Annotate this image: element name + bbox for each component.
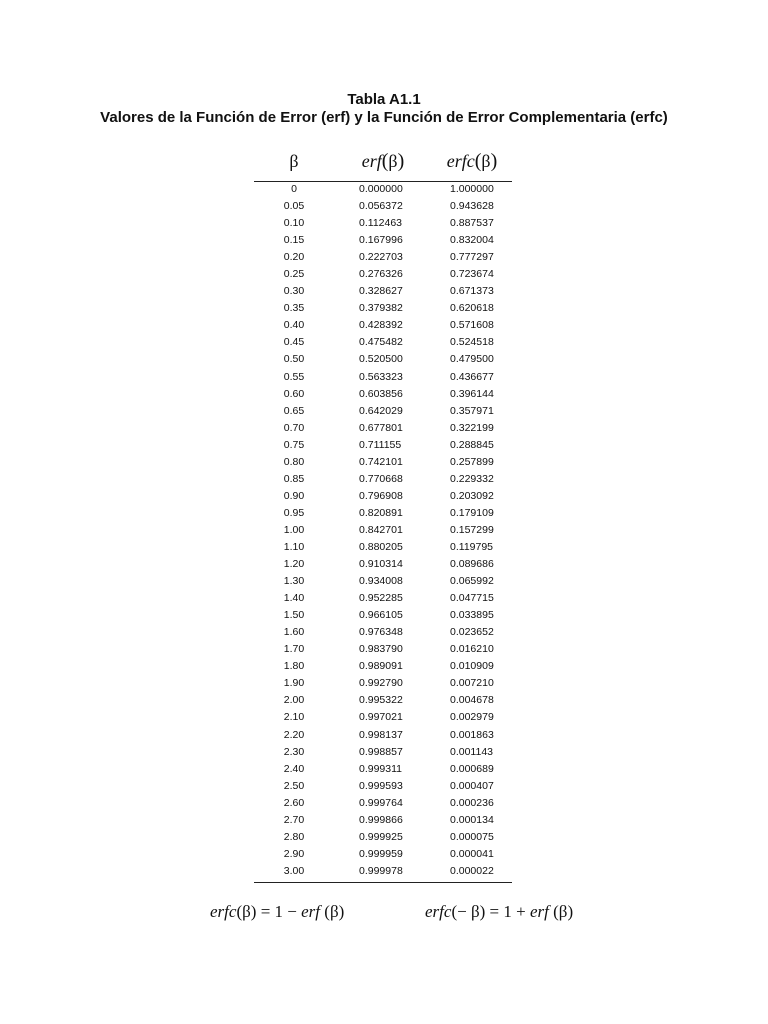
cell-erf: 0.999866 bbox=[359, 813, 403, 826]
cell-beta: 1.40 bbox=[283, 592, 305, 605]
cell-erfc: 0.288845 bbox=[450, 438, 494, 451]
cell-erfc: 0.002979 bbox=[450, 711, 494, 724]
cell-beta: 3.00 bbox=[283, 864, 305, 877]
cell-erf: 0.428392 bbox=[359, 319, 403, 332]
cell-beta: 0.05 bbox=[283, 200, 305, 213]
cell-erf: 0.796908 bbox=[359, 489, 403, 502]
cell-erfc: 0.671373 bbox=[450, 285, 494, 298]
cell-beta: 0.25 bbox=[283, 268, 305, 281]
close-paren: ) bbox=[397, 150, 405, 172]
cell-erfc: 0.157299 bbox=[450, 523, 494, 536]
cell-beta: 1.10 bbox=[283, 540, 305, 553]
cell-beta: 0.20 bbox=[283, 251, 305, 264]
table-row bbox=[0, 300, 768, 317]
cell-erfc: 0.229332 bbox=[450, 472, 494, 485]
table-row bbox=[0, 488, 768, 505]
table-row bbox=[0, 198, 768, 215]
table-row bbox=[0, 607, 768, 624]
cell-beta: 0 bbox=[291, 183, 297, 195]
table-row bbox=[0, 283, 768, 300]
table-row bbox=[0, 386, 768, 403]
table-row bbox=[0, 795, 768, 812]
formula-lhs-argument: β bbox=[242, 902, 251, 921]
cell-erf: 0.910314 bbox=[359, 558, 403, 571]
table-row bbox=[0, 522, 768, 539]
cell-erf: 0.520500 bbox=[359, 353, 403, 366]
cell-erf: 0.989091 bbox=[359, 660, 403, 673]
cell-beta: 0.95 bbox=[283, 506, 305, 519]
cell-beta: 2.60 bbox=[283, 796, 305, 809]
cell-beta: 1.30 bbox=[283, 575, 305, 588]
close-paren: ) bbox=[479, 902, 486, 921]
cell-erf: 0.056372 bbox=[359, 200, 403, 213]
cell-erf: 0.000000 bbox=[359, 183, 403, 195]
cell-erf: 0.966105 bbox=[359, 609, 403, 622]
cell-erfc: 0.436677 bbox=[450, 370, 494, 383]
table-row bbox=[0, 744, 768, 761]
formula-rhs-function: erf bbox=[301, 902, 321, 921]
cell-erfc: 0.001863 bbox=[450, 728, 494, 741]
cell-erfc: 0.010909 bbox=[450, 660, 494, 673]
table-row bbox=[0, 863, 768, 880]
cell-erfc: 0.524518 bbox=[450, 336, 494, 349]
cell-erfc: 0.943628 bbox=[450, 200, 494, 213]
open-paren: ( bbox=[451, 902, 458, 921]
formula-rhs-prefix: = 1 − bbox=[256, 902, 302, 921]
table-row bbox=[0, 454, 768, 471]
table-subtitle: Valores de la Función de Error (erf) y la Función de Error Complementaria (erfc) bbox=[100, 109, 668, 126]
cell-erf: 0.379382 bbox=[359, 302, 403, 315]
cell-erf: 0.677801 bbox=[359, 421, 403, 434]
cell-erf: 0.992790 bbox=[359, 677, 403, 690]
cell-beta: 0.70 bbox=[283, 421, 305, 434]
cell-erfc: 0.023652 bbox=[450, 626, 494, 639]
cell-erfc: 0.887537 bbox=[450, 217, 494, 230]
table-row bbox=[0, 420, 768, 437]
cell-beta: 2.80 bbox=[283, 830, 305, 843]
cell-erf: 0.328627 bbox=[359, 285, 403, 298]
table-row bbox=[0, 812, 768, 829]
cell-erf: 0.820891 bbox=[359, 506, 403, 519]
cell-erfc: 0.001143 bbox=[450, 745, 494, 758]
formula-rhs-prefix: = 1 + bbox=[485, 902, 530, 921]
table-row bbox=[0, 471, 768, 488]
table-row bbox=[0, 846, 768, 863]
cell-beta: 0.40 bbox=[283, 319, 305, 332]
cell-erf: 0.976348 bbox=[359, 626, 403, 639]
cell-erfc: 0.000022 bbox=[450, 864, 494, 877]
table-row bbox=[0, 334, 768, 351]
cell-erf: 0.999764 bbox=[359, 796, 403, 809]
open-paren: ( bbox=[381, 150, 389, 172]
cell-erf: 0.997021 bbox=[359, 711, 403, 724]
table-row bbox=[0, 573, 768, 590]
table-row bbox=[0, 556, 768, 573]
table-row bbox=[0, 590, 768, 607]
erfc-argument: β bbox=[481, 151, 491, 171]
cell-erfc: 0.396144 bbox=[450, 387, 494, 400]
cell-erf: 0.934008 bbox=[359, 575, 403, 588]
cell-erf: 0.880205 bbox=[359, 540, 403, 553]
formula-lhs-argument: − β bbox=[457, 902, 480, 921]
cell-erf: 0.770668 bbox=[359, 472, 403, 485]
cell-erfc: 0.047715 bbox=[450, 592, 494, 605]
cell-erfc: 1.000000 bbox=[450, 183, 494, 195]
formula-rhs-argument: β bbox=[329, 902, 339, 921]
close-paren: ) bbox=[338, 902, 345, 921]
cell-erf: 0.998137 bbox=[359, 728, 403, 741]
close-paren: ) bbox=[490, 150, 498, 172]
cell-beta: 1.70 bbox=[283, 643, 305, 656]
table-row bbox=[0, 709, 768, 726]
cell-erfc: 0.089686 bbox=[450, 558, 494, 571]
cell-erf: 0.711155 bbox=[359, 438, 402, 451]
cell-beta: 1.00 bbox=[283, 523, 305, 536]
table-row bbox=[0, 215, 768, 232]
cell-erf: 0.999925 bbox=[359, 830, 403, 843]
cell-beta: 0.35 bbox=[283, 302, 305, 315]
open-paren: ( bbox=[474, 150, 482, 172]
cell-erfc: 0.571608 bbox=[450, 319, 494, 332]
beta-symbol: β bbox=[289, 151, 299, 171]
footer-rule bbox=[254, 882, 512, 883]
table-row bbox=[0, 232, 768, 249]
cell-erf: 0.112463 bbox=[359, 217, 403, 230]
open-paren: ( bbox=[236, 902, 243, 921]
cell-beta: 1.90 bbox=[283, 677, 305, 690]
cell-beta: 2.20 bbox=[283, 728, 305, 741]
erfc-function-name: erfc bbox=[446, 151, 475, 171]
cell-beta: 1.50 bbox=[283, 609, 305, 622]
cell-erfc: 0.000407 bbox=[450, 779, 494, 792]
cell-beta: 1.60 bbox=[283, 626, 305, 639]
cell-erf: 0.952285 bbox=[359, 592, 403, 605]
cell-erf: 0.995322 bbox=[359, 694, 403, 707]
cell-beta: 0.85 bbox=[283, 472, 305, 485]
cell-erfc: 0.119795 bbox=[450, 540, 494, 553]
table-row bbox=[0, 675, 768, 692]
cell-erf: 0.642029 bbox=[359, 404, 403, 417]
cell-erfc: 0.620618 bbox=[450, 302, 494, 315]
cell-erfc: 0.033895 bbox=[450, 609, 494, 622]
cell-erf: 0.999593 bbox=[359, 779, 403, 792]
cell-erf: 0.998857 bbox=[359, 745, 403, 758]
table-row bbox=[0, 437, 768, 454]
table-row bbox=[0, 761, 768, 778]
cell-erfc: 0.004678 bbox=[450, 694, 494, 707]
cell-erf: 0.222703 bbox=[359, 251, 403, 264]
formula-rhs-argument: β bbox=[558, 902, 568, 921]
cell-beta: 2.10 bbox=[283, 711, 305, 724]
cell-erfc: 0.357971 bbox=[450, 404, 494, 417]
cell-erf: 0.999311 bbox=[359, 762, 403, 775]
cell-erfc: 0.065992 bbox=[450, 575, 494, 588]
cell-erf: 0.842701 bbox=[359, 523, 403, 536]
table-row bbox=[0, 692, 768, 709]
close-paren: ) bbox=[250, 902, 257, 921]
formula-lhs-function: erfc bbox=[425, 902, 452, 921]
cell-erf: 0.167996 bbox=[359, 234, 403, 247]
table-row bbox=[0, 249, 768, 266]
formula-erfc-negative-identity bbox=[425, 900, 573, 924]
cell-erfc: 0.723674 bbox=[450, 268, 494, 281]
cell-beta: 0.75 bbox=[283, 438, 305, 451]
cell-beta: 0.65 bbox=[283, 404, 305, 417]
formula-lhs-function: erfc bbox=[210, 902, 237, 921]
column-header-erfc bbox=[412, 150, 532, 172]
table-body bbox=[0, 181, 768, 880]
table-row bbox=[0, 369, 768, 386]
cell-beta: 0.45 bbox=[283, 336, 305, 349]
cell-erf: 0.276326 bbox=[359, 268, 403, 281]
cell-beta: 0.60 bbox=[283, 387, 305, 400]
cell-beta: 0.55 bbox=[283, 370, 305, 383]
cell-beta: 2.40 bbox=[283, 762, 305, 775]
table-row bbox=[0, 181, 768, 198]
cell-erf: 0.999959 bbox=[359, 847, 403, 860]
formula-erfc-identity bbox=[210, 900, 344, 924]
cell-erfc: 0.322199 bbox=[450, 421, 494, 434]
cell-erfc: 0.000236 bbox=[450, 796, 494, 809]
cell-erfc: 0.000134 bbox=[450, 813, 494, 826]
table-row bbox=[0, 727, 768, 744]
table-row bbox=[0, 658, 768, 675]
table-row bbox=[0, 829, 768, 846]
table-row bbox=[0, 317, 768, 334]
cell-erf: 0.999978 bbox=[359, 864, 403, 877]
cell-erfc: 0.257899 bbox=[450, 455, 494, 468]
close-paren: ) bbox=[567, 902, 574, 921]
table-row bbox=[0, 539, 768, 556]
table-row bbox=[0, 778, 768, 795]
cell-erfc: 0.016210 bbox=[450, 643, 494, 656]
cell-erf: 0.475482 bbox=[359, 336, 403, 349]
cell-beta: 1.80 bbox=[283, 660, 305, 673]
cell-erf: 0.742101 bbox=[359, 455, 403, 468]
erf-argument: β bbox=[388, 151, 398, 171]
table-row bbox=[0, 624, 768, 641]
table-row bbox=[0, 641, 768, 658]
cell-beta: 0.10 bbox=[283, 217, 305, 230]
cell-erfc: 0.832004 bbox=[450, 234, 494, 247]
cell-erfc: 0.479500 bbox=[450, 353, 494, 366]
cell-beta: 0.80 bbox=[283, 455, 305, 468]
cell-erfc: 0.777297 bbox=[450, 251, 494, 264]
table-row bbox=[0, 505, 768, 522]
cell-erfc: 0.179109 bbox=[450, 506, 494, 519]
erf-function-name: erf bbox=[361, 151, 382, 171]
cell-erf: 0.563323 bbox=[359, 370, 403, 383]
cell-beta: 1.20 bbox=[283, 558, 305, 571]
table-row bbox=[0, 351, 768, 368]
cell-beta: 0.90 bbox=[283, 489, 305, 502]
cell-beta: 2.00 bbox=[283, 694, 305, 707]
cell-beta: 0.15 bbox=[283, 234, 305, 247]
cell-beta: 2.70 bbox=[283, 813, 305, 826]
cell-erf: 0.983790 bbox=[359, 643, 403, 656]
cell-erfc: 0.000689 bbox=[450, 762, 494, 775]
cell-erfc: 0.203092 bbox=[450, 489, 494, 502]
cell-erf: 0.603856 bbox=[359, 387, 403, 400]
cell-beta: 0.30 bbox=[283, 285, 305, 298]
open-paren: ( bbox=[548, 902, 559, 921]
cell-erfc: 0.000041 bbox=[450, 847, 494, 860]
table-title: Tabla A1.1 bbox=[347, 91, 421, 108]
cell-erfc: 0.000075 bbox=[450, 830, 494, 843]
cell-erfc: 0.007210 bbox=[450, 677, 494, 690]
cell-beta: 2.90 bbox=[283, 847, 305, 860]
cell-beta: 0.50 bbox=[283, 353, 305, 366]
table-row bbox=[0, 403, 768, 420]
formula-rhs-function: erf bbox=[529, 902, 549, 921]
cell-beta: 2.50 bbox=[283, 779, 305, 792]
table-row bbox=[0, 266, 768, 283]
open-paren: ( bbox=[320, 902, 330, 921]
cell-beta: 2.30 bbox=[283, 745, 305, 758]
